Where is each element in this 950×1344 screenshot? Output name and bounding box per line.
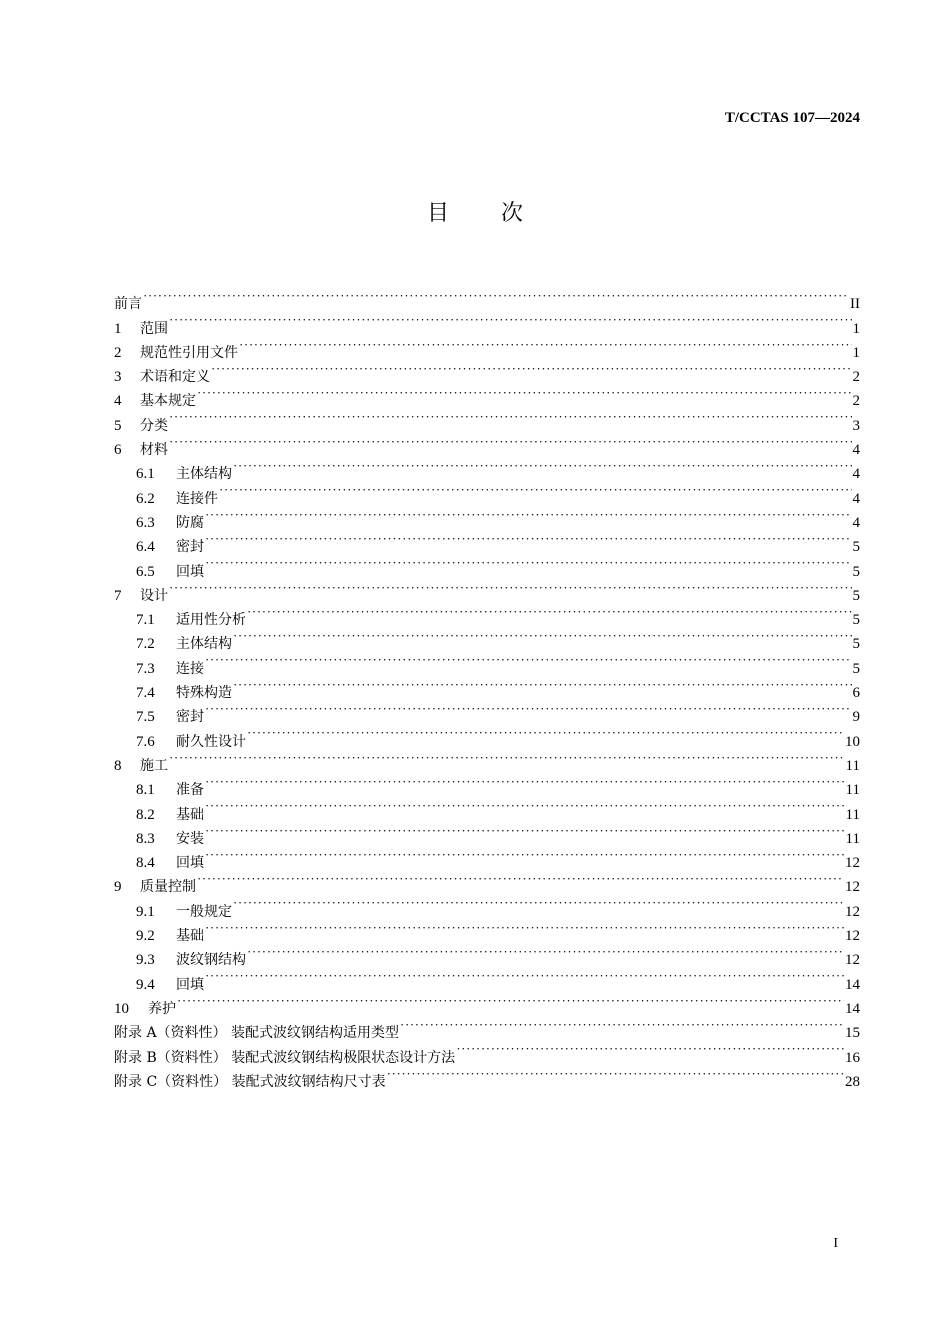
toc-entry-title: 前言 bbox=[114, 296, 142, 313]
toc-entry-number: 10 bbox=[114, 1000, 129, 1017]
toc-entry-title: 准备 bbox=[176, 782, 204, 799]
toc-entry-number: 7.3 bbox=[136, 660, 155, 677]
toc-entry[interactable] bbox=[114, 989, 860, 1017]
toc-entry-title: 附录 A（资料性） 装配式波纹钢结构适用类型 bbox=[114, 1025, 400, 1042]
toc-entry-number: 7.2 bbox=[136, 636, 155, 653]
toc-entry-page: 9 bbox=[852, 709, 860, 726]
toc-entry-number: 6.1 bbox=[136, 466, 155, 483]
toc-leader-dots bbox=[247, 600, 852, 624]
toc-entry[interactable] bbox=[114, 576, 860, 604]
toc-entry-title: 安装 bbox=[176, 830, 204, 847]
toc-entry-title: 回填 bbox=[176, 855, 204, 872]
toc-entry[interactable] bbox=[114, 770, 860, 799]
toc-leader-dots bbox=[387, 1062, 844, 1086]
toc-entry[interactable] bbox=[114, 819, 860, 847]
toc-leader-dots bbox=[205, 916, 844, 940]
toc-entry-page: 11 bbox=[845, 782, 860, 799]
toc-entry-title: 设计 bbox=[140, 587, 168, 604]
toc-entry-number: 9.2 bbox=[136, 928, 155, 945]
toc-entry-number: 6.5 bbox=[136, 563, 155, 580]
toc-leader-dots bbox=[205, 770, 845, 794]
toc-entry-page: 14 bbox=[845, 976, 860, 993]
toc-entry-page: 1 bbox=[852, 320, 860, 337]
toc-leader-dots bbox=[197, 381, 852, 405]
toc-entry[interactable] bbox=[114, 746, 860, 774]
document-code: T/CCTAS 107—2024 bbox=[724, 110, 860, 126]
toc-entry-number: 8.4 bbox=[136, 855, 155, 872]
toc-entry-title: 主体结构 bbox=[176, 636, 232, 653]
toc-entry-title: 耐久性设计 bbox=[176, 733, 246, 750]
toc-entry-page: 5 bbox=[852, 539, 860, 556]
toc-entry-page: 14 bbox=[845, 1000, 860, 1017]
toc-entry[interactable] bbox=[114, 478, 860, 507]
toc-entry-number: 7 bbox=[114, 587, 122, 604]
toc-entry-page: 12 bbox=[845, 855, 860, 872]
toc-leader-dots bbox=[205, 551, 852, 575]
toc-entry-number: 6.4 bbox=[136, 539, 155, 556]
toc-entry[interactable] bbox=[114, 867, 860, 896]
toc-entry-number: 1 bbox=[114, 320, 122, 337]
toc-entry-page: 15 bbox=[845, 1025, 860, 1042]
toc-entry-page: 4 bbox=[852, 442, 860, 459]
toc-entry-title: 附录 C（资料性） 装配式波纹钢结构尺寸表 bbox=[114, 1073, 386, 1090]
toc-leader-dots bbox=[169, 576, 852, 600]
toc-entry[interactable] bbox=[114, 333, 860, 361]
toc-leader-dots bbox=[205, 527, 852, 551]
toc-entry-page: 6 bbox=[852, 685, 860, 702]
toc-entry-page: 5 bbox=[852, 563, 860, 580]
toc-entry[interactable] bbox=[114, 964, 860, 993]
toc-leader-dots bbox=[205, 697, 852, 721]
toc-entry-title: 适用性分析 bbox=[176, 612, 246, 629]
toc-entry-page: 4 bbox=[852, 490, 860, 507]
toc-entry-page: 3 bbox=[852, 417, 860, 434]
toc-leader-dots bbox=[400, 1013, 844, 1037]
toc-entry-title: 附录 B（资料性） 装配式波纹钢结构极限状态设计方法 bbox=[114, 1049, 456, 1066]
toc-entry-title: 质量控制 bbox=[140, 879, 196, 896]
toc-entry[interactable] bbox=[114, 551, 860, 580]
toc-leader-dots bbox=[205, 964, 844, 988]
toc-entry[interactable] bbox=[114, 794, 860, 823]
toc-entry-page: 5 bbox=[852, 660, 860, 677]
toc-entry[interactable] bbox=[114, 600, 860, 629]
toc-entry-number: 6 bbox=[114, 442, 122, 459]
toc-leader-dots bbox=[239, 333, 852, 357]
toc-entry-page: 12 bbox=[845, 879, 860, 896]
toc-leader-dots bbox=[205, 819, 845, 843]
toc-entry-number: 9.3 bbox=[136, 952, 155, 969]
toc-entry-title: 一般规定 bbox=[176, 903, 232, 920]
toc-entry-number: 9.4 bbox=[136, 976, 155, 993]
toc-entry-page: 2 bbox=[852, 369, 860, 386]
toc-leader-dots bbox=[211, 357, 852, 381]
toc-entry[interactable] bbox=[114, 697, 860, 726]
toc-entry[interactable] bbox=[114, 503, 860, 531]
toc-entry-title: 防腐 bbox=[176, 514, 204, 531]
page-number: I bbox=[833, 1236, 838, 1251]
toc-entry-page: 5 bbox=[852, 636, 860, 653]
toc-entry-page: 10 bbox=[845, 733, 860, 750]
toc-entry[interactable] bbox=[114, 843, 860, 872]
toc-entry-title: 分类 bbox=[140, 417, 168, 434]
toc-entry[interactable] bbox=[114, 891, 860, 920]
toc-leader-dots bbox=[169, 746, 845, 770]
toc-entry[interactable] bbox=[114, 430, 860, 459]
toc-leader-dots bbox=[205, 794, 845, 818]
toc-leader-dots bbox=[205, 648, 852, 672]
toc-entry-number: 9.1 bbox=[136, 903, 155, 920]
toc-entry-number: 4 bbox=[114, 393, 122, 410]
toc-entry-number: 7.1 bbox=[136, 612, 155, 629]
toc-entry[interactable] bbox=[114, 916, 860, 945]
page-title: 目次 bbox=[426, 201, 575, 226]
toc-entry-number: 3 bbox=[114, 369, 122, 386]
toc-leader-dots bbox=[197, 867, 844, 891]
toc-entry-title: 养护 bbox=[148, 1000, 176, 1017]
toc-entry-title: 连接 bbox=[176, 660, 204, 677]
toc-entry-page: 12 bbox=[845, 928, 860, 945]
toc-entry-title: 基本规定 bbox=[140, 393, 196, 410]
toc-entry-title: 施工 bbox=[140, 757, 168, 774]
toc-leader-dots bbox=[205, 503, 852, 527]
toc-entry-page: 1 bbox=[852, 344, 860, 361]
toc-entry-number: 8.3 bbox=[136, 830, 155, 847]
toc-leader-dots bbox=[177, 989, 844, 1013]
toc-entry[interactable] bbox=[114, 308, 860, 337]
toc-leader-dots bbox=[233, 624, 852, 648]
toc-leader-dots bbox=[143, 284, 849, 308]
toc-entry[interactable] bbox=[114, 284, 860, 313]
toc-entry-number: 7.4 bbox=[136, 685, 155, 702]
toc-entry-page: 4 bbox=[852, 514, 860, 531]
toc-entry-title: 主体结构 bbox=[176, 466, 232, 483]
toc-leader-dots bbox=[233, 891, 844, 915]
toc-leader-dots bbox=[169, 308, 852, 332]
toc-entry-number: 6.3 bbox=[136, 514, 155, 531]
toc-entry-number: 7.6 bbox=[136, 733, 155, 750]
toc-leader-dots bbox=[169, 405, 852, 429]
toc-entry-title: 规范性引用文件 bbox=[140, 344, 238, 361]
toc-entry[interactable] bbox=[114, 381, 860, 410]
toc-entry-page: 2 bbox=[852, 393, 860, 410]
toc-entry-title: 基础 bbox=[176, 928, 204, 945]
toc-entry-number: 9 bbox=[114, 879, 122, 896]
toc-entry-number: 7.5 bbox=[136, 709, 155, 726]
toc-leader-dots bbox=[205, 843, 844, 867]
toc-entry[interactable] bbox=[114, 721, 860, 750]
toc-entry-page: 11 bbox=[845, 830, 860, 847]
toc-entry[interactable] bbox=[114, 648, 860, 677]
table-of-contents bbox=[114, 284, 860, 1090]
toc-entry[interactable] bbox=[114, 1013, 860, 1042]
toc-entry-title: 术语和定义 bbox=[140, 369, 210, 386]
toc-entry-page: 4 bbox=[852, 466, 860, 483]
toc-entry-title: 特殊构造 bbox=[176, 685, 232, 702]
toc-entry-title: 范围 bbox=[140, 320, 168, 337]
toc-entry-number: 8.2 bbox=[136, 806, 155, 823]
toc-entry-page: 12 bbox=[845, 903, 860, 920]
toc-entry-page: 12 bbox=[845, 952, 860, 969]
toc-entry-page: 11 bbox=[845, 806, 860, 823]
toc-entry-page: 16 bbox=[845, 1049, 860, 1066]
toc-leader-dots bbox=[169, 430, 852, 454]
toc-leader-dots bbox=[233, 454, 852, 478]
toc-entry-number: 6.2 bbox=[136, 490, 155, 507]
toc-entry[interactable] bbox=[114, 673, 860, 702]
toc-entry[interactable] bbox=[114, 405, 860, 434]
toc-entry-page: 5 bbox=[852, 587, 860, 604]
toc-entry[interactable] bbox=[114, 940, 860, 969]
toc-entry-title: 回填 bbox=[176, 976, 204, 993]
toc-entry-page: 28 bbox=[845, 1073, 860, 1090]
toc-entry-title: 连接件 bbox=[176, 490, 218, 507]
toc-leader-dots bbox=[456, 1037, 844, 1061]
toc-entry-title: 回填 bbox=[176, 563, 204, 580]
toc-entry-title: 密封 bbox=[176, 709, 204, 726]
toc-entry[interactable] bbox=[114, 454, 860, 483]
toc-leader-dots bbox=[247, 940, 844, 964]
toc-entry-number: 5 bbox=[114, 417, 122, 434]
toc-entry-page: 11 bbox=[845, 757, 860, 774]
toc-entry-number: 8 bbox=[114, 757, 122, 774]
toc-entry-number: 8.1 bbox=[136, 782, 155, 799]
toc-leader-dots bbox=[219, 478, 852, 502]
toc-entry-number: 2 bbox=[114, 344, 122, 361]
toc-leader-dots bbox=[247, 721, 844, 745]
toc-entry[interactable] bbox=[114, 527, 860, 556]
toc-entry[interactable] bbox=[114, 357, 860, 386]
toc-entry-title: 基础 bbox=[176, 806, 204, 823]
toc-leader-dots bbox=[233, 673, 852, 697]
toc-entry-title: 密封 bbox=[176, 539, 204, 556]
toc-entry-page: II bbox=[850, 296, 860, 313]
toc-entry-page: 5 bbox=[852, 612, 860, 629]
toc-entry-title: 材料 bbox=[140, 442, 168, 459]
toc-entry-title: 波纹钢结构 bbox=[176, 952, 246, 969]
